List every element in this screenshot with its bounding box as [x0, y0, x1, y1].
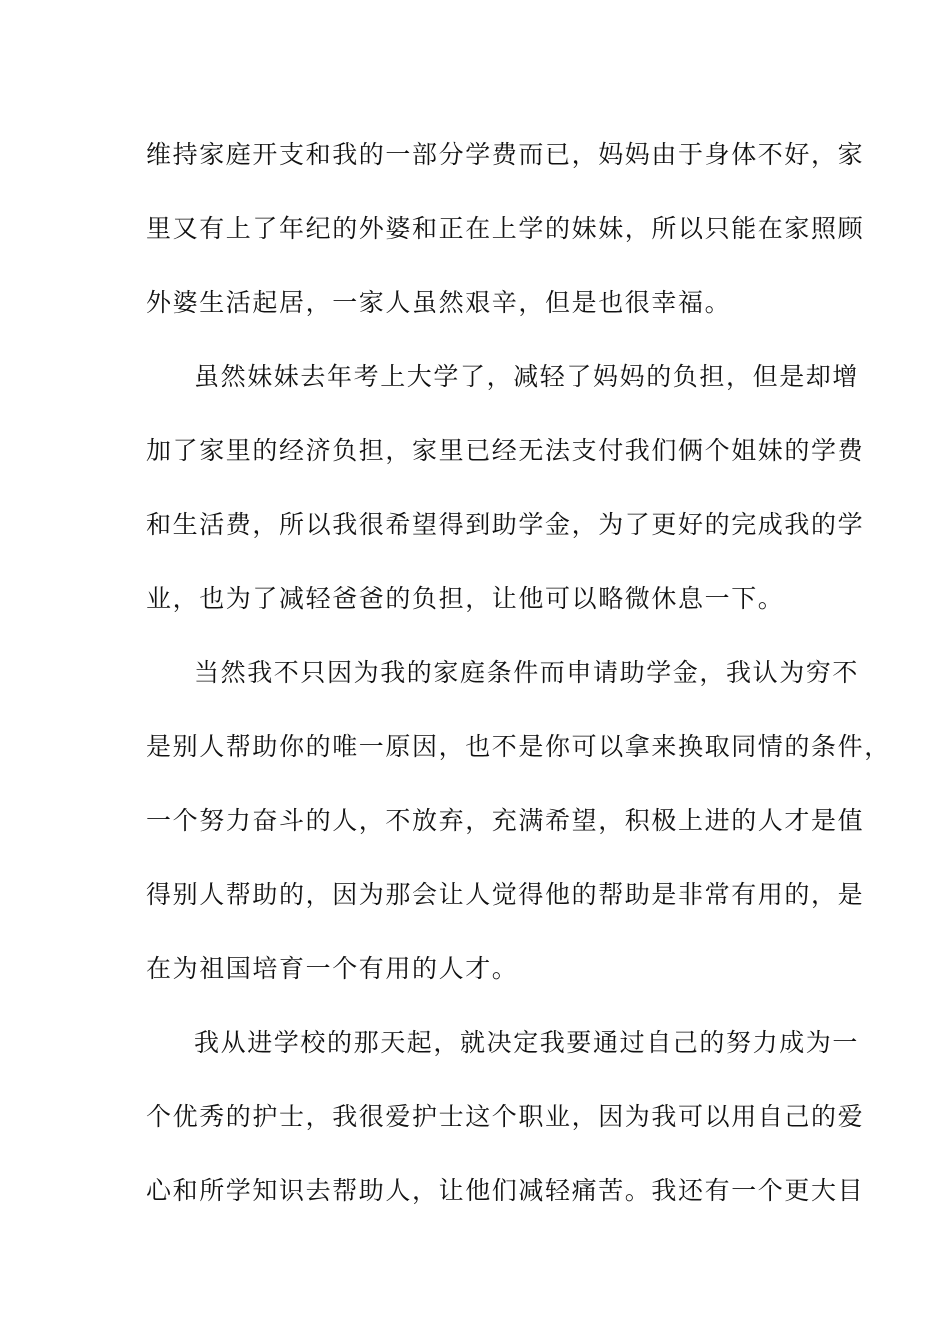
text-line: 在为祖国培育一个有用的人才。: [146, 954, 519, 983]
text-line: 里又有上了年纪的外婆和正在上学的妹妹，所以只能在家照顾: [146, 214, 865, 243]
text-line: 业，也为了减轻爸爸的负担，让他可以略微休息一下。: [146, 584, 785, 613]
text-line: 维持家庭开支和我的一部分学费而已，妈妈由于身体不好，家: [146, 140, 865, 169]
paragraph-first-line: 当然我不只因为我的家庭条件而申请助学金，我认为穷不: [194, 658, 860, 687]
text-line: 是别人帮助你的唯一原因，也不是你可以拿来换取同情的条件，: [146, 732, 891, 761]
document-body: [146, 126, 891, 1236]
text-line: 个优秀的护士，我很爱护士这个职业，因为我可以用自己的爱: [146, 1102, 865, 1131]
text-line: 外婆生活起居，一家人虽然艰辛，但是也很幸福。: [146, 288, 732, 317]
text-line: 心和所学知识去帮助人，让他们减轻痛苦。我还有一个更大目: [146, 1176, 865, 1205]
paragraph-first-line: 虽然妹妹去年考上大学了，减轻了妈妈的负担，但是却增: [194, 362, 860, 391]
text-line: 和生活费，所以我很希望得到助学金，为了更好的完成我的学: [146, 510, 865, 539]
text-line: 得别人帮助的，因为那会让人觉得他的帮助是非常有用的，是: [146, 880, 865, 909]
text-line: 一个努力奋斗的人，不放弃，充满希望，积极上进的人才是值: [146, 806, 865, 835]
paragraph-first-line: 我从进学校的那天起，就决定我要通过自己的努力成为一: [194, 1028, 860, 1057]
text-line: 加了家里的经济负担，家里已经无法支付我们俩个姐妹的学费: [146, 436, 865, 465]
